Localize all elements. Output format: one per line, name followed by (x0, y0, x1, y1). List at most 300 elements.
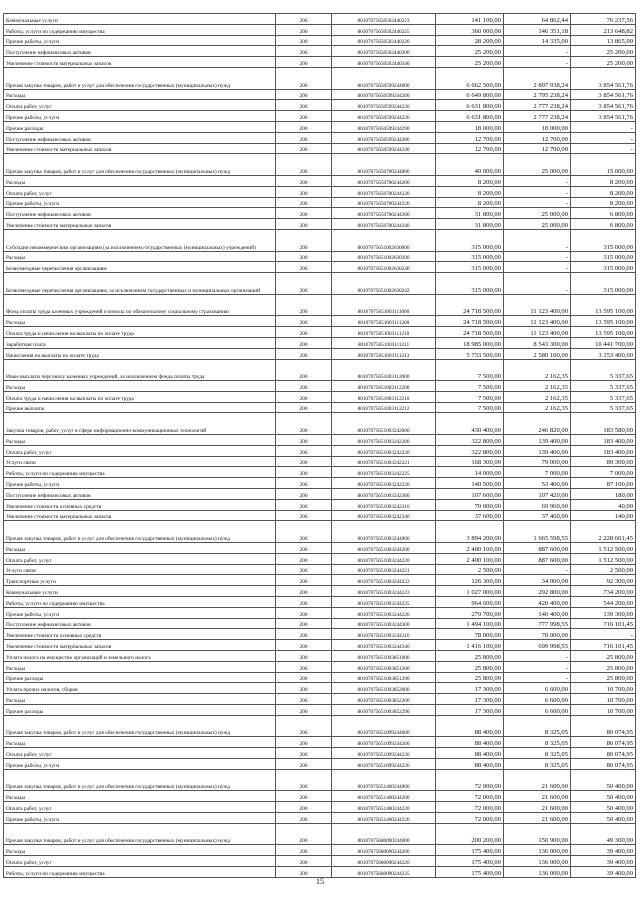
row-approved-amount-cell: 2 400 100,00 (436, 543, 504, 554)
row-remaining-amount-cell: - (571, 143, 636, 154)
row-approved-amount-cell: 315 000,00 (436, 262, 504, 273)
row-line-code-cell: 200 (276, 262, 332, 273)
row-line-code-cell: 200 (276, 337, 332, 348)
row-name-cell: Иные выплаты персоналу казенных учреждений, за исключением фонда оплаты труда (4, 359, 276, 381)
row-remaining-amount-cell: 25 800,00 (571, 651, 636, 662)
row-classification-code-cell: 80107075651003242221 (332, 456, 436, 467)
row-remaining-amount-cell: 89 300,00 (571, 456, 636, 467)
row-name-cell: Поступление нефинансовых активов (4, 46, 276, 57)
row-classification-code-cell: 80107075680090244220 (332, 856, 436, 867)
table-row (4, 521, 636, 543)
row-remaining-amount-cell: 5 337,65 (571, 391, 636, 402)
row-name-cell: Коммунальные услуги (4, 586, 276, 597)
table-row (4, 337, 636, 348)
row-classification-code-cell: 80107075651099244200 (332, 737, 436, 748)
row-classification-code-cell: 80107075651003112212 (332, 402, 436, 413)
row-line-code-cell: 200 (276, 672, 332, 683)
row-remaining-amount-cell: 13 595 100,00 (571, 327, 636, 338)
row-remaining-amount-cell: 25 200,00 (571, 57, 636, 68)
row-approved-amount-cell: 141 100,00 (436, 14, 504, 25)
row-line-code-cell: 200 (276, 683, 332, 694)
row-line-code-cell: 200 (276, 381, 332, 392)
row-line-code-cell: 200 (276, 132, 332, 143)
row-executed-amount-cell: - (504, 262, 571, 273)
row-line-code-cell: 200 (276, 391, 332, 402)
row-name-cell: Прочая закупка товаров, работ и услуг для обеспечения государственных (муниципальных) нужд (4, 154, 276, 176)
row-classification-code-cell: 80107075651400244220 (332, 802, 436, 813)
row-line-code-cell: 200 (276, 100, 332, 111)
row-classification-code-cell: 80107075651003852000 (332, 683, 436, 694)
row-remaining-amount-cell: 3 153 400,00 (571, 348, 636, 359)
row-line-code-cell: 200 (276, 866, 332, 877)
row-executed-amount-cell: 136 000,00 (504, 845, 571, 856)
row-remaining-amount-cell: 544 200,00 (571, 597, 636, 608)
row-classification-code-cell: 80107075650599244340 (332, 143, 436, 154)
row-line-code-cell: 200 (276, 348, 332, 359)
row-approved-amount-cell: 168 300,00 (436, 456, 504, 467)
row-executed-amount-cell: 7 000,00 (504, 467, 571, 478)
table-row (4, 359, 636, 381)
row-remaining-amount-cell: 140,00 (571, 510, 636, 521)
row-executed-amount-cell: 11 123 400,00 (504, 327, 571, 338)
row-line-code-cell: 200 (276, 121, 332, 132)
row-name-cell: Поступление нефинансовых активов (4, 618, 276, 629)
row-remaining-amount-cell: 183 400,00 (571, 435, 636, 446)
row-name-cell: Увеличение стоимости основных средств (4, 499, 276, 510)
table-row (4, 791, 636, 802)
row-executed-amount-cell: 25 000,00 (504, 208, 571, 219)
table-row (4, 402, 636, 413)
row-remaining-amount-cell: 1 512 500,00 (571, 543, 636, 554)
row-classification-code-cell: 80107075651099244226 (332, 758, 436, 769)
row-name-cell: Прочие расходы (4, 705, 276, 716)
row-line-code-cell: 200 (276, 24, 332, 35)
row-line-code-cell: 200 (276, 478, 332, 489)
row-name-cell: Услуги связи (4, 456, 276, 467)
row-executed-amount-cell: 21 600,00 (504, 812, 571, 823)
row-name-cell: Расходы (4, 845, 276, 856)
table-row (4, 769, 636, 791)
row-name-cell: Прочая закупка товаров, работ и услуг для обеспечения государственных (муниципальных) нужд (4, 521, 276, 543)
row-name-cell: Безвозмездные перечисления организациям, за исключением государственных и муниципальных организаций (4, 273, 276, 295)
row-classification-code-cell: 80107075651003111200 (332, 316, 436, 327)
row-name-cell: Работы, услуги по содержанию имущества (4, 597, 276, 608)
row-approved-amount-cell: 31 800,00 (436, 219, 504, 230)
row-remaining-amount-cell: 3 854 561,76 (571, 67, 636, 89)
row-remaining-amount-cell: 8 200,00 (571, 197, 636, 208)
row-executed-amount-cell: 12 700,00 (504, 132, 571, 143)
table-row (4, 35, 636, 46)
row-name-cell: Прочая закупка товаров, работ и услуг для обеспечения государственных (муниципальных) нужд (4, 823, 276, 845)
row-remaining-amount-cell: 2 228 601,45 (571, 521, 636, 543)
row-remaining-amount-cell: 50 400,00 (571, 791, 636, 802)
row-classification-code-cell: 80107075651003242300 (332, 489, 436, 500)
row-approved-amount-cell: 72 000,00 (436, 802, 504, 813)
row-name-cell: Оплата работ, услуг (4, 802, 276, 813)
row-remaining-amount-cell: 25 800,00 (571, 672, 636, 683)
row-classification-code-cell: 80107075651002630242 (332, 273, 436, 295)
row-name-cell: Расходы (4, 661, 276, 672)
row-classification-code-cell: 80107075651003111000 (332, 294, 436, 316)
row-classification-code-cell: 80107075651099244000 (332, 715, 436, 737)
row-name-cell: Оплата труда и начисления на выплаты по оплате труда (4, 327, 276, 338)
row-classification-code-cell: 80107075650502440226 (332, 35, 436, 46)
row-executed-amount-cell: 64 862,44 (504, 14, 571, 25)
row-name-cell: Услуги связи (4, 564, 276, 575)
row-classification-code-cell: 80107075651400244226 (332, 812, 436, 823)
row-name-cell: Работы, услуги по содержанию имущества (4, 866, 276, 877)
row-remaining-amount-cell: 315 000,00 (571, 262, 636, 273)
row-classification-code-cell: 80107075651003112000 (332, 359, 436, 381)
row-classification-code-cell: 80107075680090244200 (332, 845, 436, 856)
row-executed-amount-cell: 11 123 400,00 (504, 294, 571, 316)
row-remaining-amount-cell: 213 648,82 (571, 24, 636, 35)
table-row (4, 510, 636, 521)
row-remaining-amount-cell: 10 700,00 (571, 705, 636, 716)
row-name-cell: Уплата налога на имущество организаций и земельного налога (4, 651, 276, 662)
table-row (4, 489, 636, 500)
row-name-cell: Расходы (4, 175, 276, 186)
row-approved-amount-cell: 175 400,00 (436, 866, 504, 877)
row-name-cell: Оплата работ, услуг (4, 856, 276, 867)
row-line-code-cell: 200 (276, 564, 332, 575)
row-line-code-cell: 200 (276, 229, 332, 251)
table-row (4, 435, 636, 446)
row-name-cell: Увеличение стоимости материальных запасов (4, 640, 276, 651)
table-row (4, 672, 636, 683)
row-line-code-cell: 200 (276, 597, 332, 608)
row-line-code-cell: 200 (276, 57, 332, 68)
row-classification-code-cell: 80107075650700244220 (332, 186, 436, 197)
row-name-cell: Прочая закупка товаров, работ и услуг для обеспечения государственных (муниципальных) нужд (4, 67, 276, 89)
row-name-cell: Оплата работ, услуг (4, 186, 276, 197)
row-name-cell: Оплата труда и начисления на выплаты по оплате труда (4, 391, 276, 402)
row-remaining-amount-cell: 10 441 700,00 (571, 337, 636, 348)
row-name-cell: Поступление нефинансовых активов (4, 208, 276, 219)
table-row (4, 607, 636, 618)
row-approved-amount-cell: 1 416 100,00 (436, 640, 504, 651)
table-row (4, 154, 636, 176)
row-classification-code-cell: 80107075650599244226 (332, 111, 436, 122)
row-line-code-cell: 200 (276, 435, 332, 446)
row-name-cell: Прочие работы, услуги (4, 478, 276, 489)
table-row (4, 575, 636, 586)
row-approved-amount-cell: 88 400,00 (436, 758, 504, 769)
row-approved-amount-cell: 24 718 500,00 (436, 294, 504, 316)
row-name-cell: Прочие работы, услуги (4, 812, 276, 823)
row-name-cell: Прочая закупка товаров, работ и услуг для обеспечения государственных (муниципальных) нужд (4, 769, 276, 791)
row-classification-code-cell: 80107075651003244200 (332, 543, 436, 554)
table-row (4, 651, 636, 662)
row-approved-amount-cell: 322 800,00 (436, 435, 504, 446)
row-executed-amount-cell: 2 777 238,24 (504, 111, 571, 122)
row-approved-amount-cell: 72 000,00 (436, 769, 504, 791)
row-name-cell: Оплата работ, услуг (4, 553, 276, 564)
table-row (4, 348, 636, 359)
row-classification-code-cell: 80107075650599244000 (332, 67, 436, 89)
table-row (4, 229, 636, 251)
row-line-code-cell: 200 (276, 791, 332, 802)
row-name-cell: Увеличение стоимости материальных запасов (4, 219, 276, 230)
table-row (4, 564, 636, 575)
row-approved-amount-cell: 12 700,00 (436, 132, 504, 143)
table-row (4, 866, 636, 877)
row-approved-amount-cell: 70 000,00 (436, 499, 504, 510)
row-remaining-amount-cell: 39 400,00 (571, 866, 636, 877)
row-executed-amount-cell: 34 000,00 (504, 575, 571, 586)
row-classification-code-cell: 80107075680090244000 (332, 823, 436, 845)
row-remaining-amount-cell: - (571, 121, 636, 132)
table-row (4, 111, 636, 122)
table-row (4, 467, 636, 478)
row-name-cell: Расходы (4, 381, 276, 392)
row-approved-amount-cell: 315 000,00 (436, 251, 504, 262)
row-remaining-amount-cell: 6 800,00 (571, 219, 636, 230)
row-remaining-amount-cell: 15 000,00 (571, 154, 636, 176)
row-approved-amount-cell: 88 400,00 (436, 715, 504, 737)
row-remaining-amount-cell: 25 200,00 (571, 46, 636, 57)
row-approved-amount-cell: 88 400,00 (436, 737, 504, 748)
row-line-code-cell: 200 (276, 553, 332, 564)
row-approved-amount-cell: 25 800,00 (436, 672, 504, 683)
row-classification-code-cell: 80107075651003242340 (332, 510, 436, 521)
row-executed-amount-cell: 53 400,00 (504, 478, 571, 489)
row-line-code-cell: 200 (276, 618, 332, 629)
row-name-cell: Прочие работы, услуги (4, 758, 276, 769)
row-executed-amount-cell: 136 000,00 (504, 866, 571, 877)
table-row (4, 856, 636, 867)
row-line-code-cell: 200 (276, 316, 332, 327)
row-name-cell: Прочие работы, услуги (4, 35, 276, 46)
row-line-code-cell: 200 (276, 489, 332, 500)
row-executed-amount-cell: 1 665 598,55 (504, 521, 571, 543)
row-remaining-amount-cell: 180,00 (571, 489, 636, 500)
row-line-code-cell: 200 (276, 769, 332, 791)
row-executed-amount-cell: 887 600,00 (504, 553, 571, 564)
row-executed-amount-cell: - (504, 651, 571, 662)
table-row (4, 618, 636, 629)
row-classification-code-cell: 80107075651003242226 (332, 478, 436, 489)
row-classification-code-cell: 80107075651003242200 (332, 435, 436, 446)
row-executed-amount-cell: 25 000,00 (504, 154, 571, 176)
table-row (4, 132, 636, 143)
row-approved-amount-cell: 78 000,00 (436, 629, 504, 640)
row-line-code-cell: 200 (276, 607, 332, 618)
row-classification-code-cell: 80107075651003244340 (332, 640, 436, 651)
row-line-code-cell: 200 (276, 89, 332, 100)
row-line-code-cell: 200 (276, 758, 332, 769)
row-executed-amount-cell: 8 543 300,00 (504, 337, 571, 348)
row-approved-amount-cell: 360 000,00 (436, 24, 504, 35)
row-line-code-cell: 200 (276, 694, 332, 705)
row-remaining-amount-cell: 8 200,00 (571, 175, 636, 186)
row-remaining-amount-cell: 315 000,00 (571, 273, 636, 295)
table-row (4, 175, 636, 186)
page-number: 15 (316, 877, 324, 886)
row-name-cell: Поступление нефинансовых активов (4, 489, 276, 500)
row-remaining-amount-cell: 1 512 500,00 (571, 553, 636, 564)
row-executed-amount-cell: 69 960,00 (504, 499, 571, 510)
row-name-cell: Прочие расходы (4, 121, 276, 132)
row-executed-amount-cell: 2 162,35 (504, 391, 571, 402)
table-row (4, 327, 636, 338)
row-remaining-amount-cell: 80 074,95 (571, 715, 636, 737)
row-executed-amount-cell: 2 580 100,00 (504, 348, 571, 359)
row-executed-amount-cell: 78 000,00 (504, 629, 571, 640)
row-name-cell: Уплата прочих налогов, сборов (4, 683, 276, 694)
row-line-code-cell: 200 (276, 402, 332, 413)
table-row (4, 715, 636, 737)
row-approved-amount-cell: 2 400 100,00 (436, 553, 504, 564)
row-executed-amount-cell: 18 000,00 (504, 121, 571, 132)
row-classification-code-cell: 80107075651003851290 (332, 672, 436, 683)
row-classification-code-cell: 80107075650599244220 (332, 100, 436, 111)
row-remaining-amount-cell: 5 337,65 (571, 359, 636, 381)
row-executed-amount-cell: 2 162,35 (504, 402, 571, 413)
row-line-code-cell: 200 (276, 219, 332, 230)
row-remaining-amount-cell: - (571, 629, 636, 640)
row-classification-code-cell: 80107075651003112210 (332, 391, 436, 402)
row-remaining-amount-cell: 39 400,00 (571, 845, 636, 856)
table-row (4, 273, 636, 295)
row-line-code-cell: 200 (276, 327, 332, 338)
row-name-cell: Прочие работы, услуги (4, 197, 276, 208)
table-row (4, 197, 636, 208)
table-row (4, 262, 636, 273)
row-name-cell: Расходы (4, 543, 276, 554)
table-row (4, 456, 636, 467)
row-classification-code-cell: 80107075651003244226 (332, 607, 436, 618)
row-executed-amount-cell: - (504, 175, 571, 186)
row-classification-code-cell: 80107075650502440300 (332, 46, 436, 57)
row-executed-amount-cell: - (504, 57, 571, 68)
row-approved-amount-cell: 17 300,00 (436, 683, 504, 694)
table-row (4, 24, 636, 35)
table-row (4, 316, 636, 327)
table-row (4, 705, 636, 716)
row-approved-amount-cell: 25 800,00 (436, 651, 504, 662)
row-remaining-amount-cell: 39 400,00 (571, 856, 636, 867)
row-remaining-amount-cell: - (571, 132, 636, 143)
row-executed-amount-cell: 246 820,00 (504, 413, 571, 435)
row-remaining-amount-cell: 40,00 (571, 499, 636, 510)
row-name-cell: Заработная плата (4, 337, 276, 348)
row-classification-code-cell: 80107075650599244200 (332, 89, 436, 100)
row-remaining-amount-cell: 139 300,00 (571, 607, 636, 618)
row-line-code-cell: 200 (276, 586, 332, 597)
row-name-cell: Закупка товаров, работ, услуг в сфере информационно-коммуникационных технологий (4, 413, 276, 435)
row-line-code-cell: 200 (276, 456, 332, 467)
row-executed-amount-cell: 12 700,00 (504, 143, 571, 154)
row-classification-code-cell: 80107075651003852200 (332, 694, 436, 705)
row-classification-code-cell: 80107075650502440225 (332, 24, 436, 35)
row-line-code-cell: 200 (276, 705, 332, 716)
row-executed-amount-cell: 150 900,00 (504, 823, 571, 845)
row-approved-amount-cell: 8 200,00 (436, 175, 504, 186)
row-classification-code-cell: 80107075651002630200 (332, 251, 436, 262)
row-executed-amount-cell: - (504, 229, 571, 251)
row-executed-amount-cell: 11 123 400,00 (504, 316, 571, 327)
row-approved-amount-cell: 315 000,00 (436, 229, 504, 251)
row-approved-amount-cell: 88 400,00 (436, 748, 504, 759)
row-classification-code-cell: 80107075651003244220 (332, 553, 436, 564)
row-line-code-cell: 200 (276, 14, 332, 25)
row-name-cell: Прочие расходы (4, 672, 276, 683)
row-approved-amount-cell: 8 200,00 (436, 197, 504, 208)
row-executed-amount-cell: 2 162,35 (504, 359, 571, 381)
row-executed-amount-cell: 140 400,00 (504, 607, 571, 618)
table-row (4, 802, 636, 813)
row-executed-amount-cell: 6 600,00 (504, 705, 571, 716)
row-remaining-amount-cell: 76 237,56 (571, 14, 636, 25)
row-line-code-cell: 200 (276, 543, 332, 554)
row-line-code-cell: 200 (276, 737, 332, 748)
row-name-cell: Расходы (4, 791, 276, 802)
row-approved-amount-cell: 25 200,00 (436, 46, 504, 57)
row-line-code-cell: 200 (276, 651, 332, 662)
row-name-cell: Оплата работ, услуг (4, 445, 276, 456)
row-name-cell: Фонд оплаты труда казенных учреждений и взносы по обязательному социальному страхованию (4, 294, 276, 316)
row-remaining-amount-cell: 80 074,95 (571, 748, 636, 759)
row-name-cell: Увеличение стоимости материальных запасов (4, 510, 276, 521)
row-executed-amount-cell: - (504, 186, 571, 197)
row-classification-code-cell: 80107075651003244000 (332, 521, 436, 543)
row-approved-amount-cell: 25 800,00 (436, 661, 504, 672)
row-approved-amount-cell: 7 500,00 (436, 391, 504, 402)
row-name-cell: Безвозмездные перечисления организациям (4, 262, 276, 273)
row-name-cell: Поступление нефинансовых активов (4, 132, 276, 143)
row-executed-amount-cell: 292 800,00 (504, 586, 571, 597)
row-classification-code-cell: 80107075651003244300 (332, 618, 436, 629)
table-row (4, 823, 636, 845)
row-approved-amount-cell: 7 500,00 (436, 359, 504, 381)
row-classification-code-cell: 80107075650700244340 (332, 219, 436, 230)
table-row (4, 381, 636, 392)
row-approved-amount-cell: 315 000,00 (436, 273, 504, 295)
row-line-code-cell: 200 (276, 67, 332, 89)
row-executed-amount-cell: 777 998,55 (504, 618, 571, 629)
row-name-cell: Увеличение стоимости материальных запасов (4, 57, 276, 68)
row-executed-amount-cell: 2 795 238,24 (504, 89, 571, 100)
row-executed-amount-cell: 25 000,00 (504, 219, 571, 230)
row-name-cell: Транспортные услуги (4, 575, 276, 586)
row-line-code-cell: 200 (276, 510, 332, 521)
row-classification-code-cell: 80107075651003244310 (332, 629, 436, 640)
row-approved-amount-cell: 140 500,00 (436, 478, 504, 489)
row-remaining-amount-cell: 2 500,00 (571, 564, 636, 575)
row-name-cell: Расходы (4, 435, 276, 446)
row-executed-amount-cell: - (504, 672, 571, 683)
row-executed-amount-cell: 6 600,00 (504, 683, 571, 694)
row-approved-amount-cell: 24 718 500,00 (436, 316, 504, 327)
row-remaining-amount-cell: 183 580,00 (571, 413, 636, 435)
row-name-cell: Расходы (4, 316, 276, 327)
table-row (4, 553, 636, 564)
row-executed-amount-cell: 37 460,00 (504, 510, 571, 521)
row-name-cell: Прочая закупка товаров, работ и услуг для обеспечения государственных (муниципальных) нужд (4, 715, 276, 737)
row-classification-code-cell: 80107075651003851000 (332, 651, 436, 662)
row-remaining-amount-cell: 3 854 561,76 (571, 89, 636, 100)
row-line-code-cell: 200 (276, 661, 332, 672)
row-line-code-cell: 200 (276, 186, 332, 197)
row-remaining-amount-cell: 8 200,00 (571, 186, 636, 197)
row-classification-code-cell: 80107075651400244000 (332, 769, 436, 791)
row-line-code-cell: 200 (276, 521, 332, 543)
table-row (4, 748, 636, 759)
row-approved-amount-cell: 6 631 800,00 (436, 100, 504, 111)
row-executed-amount-cell: - (504, 564, 571, 575)
row-executed-amount-cell: 79 000,00 (504, 456, 571, 467)
